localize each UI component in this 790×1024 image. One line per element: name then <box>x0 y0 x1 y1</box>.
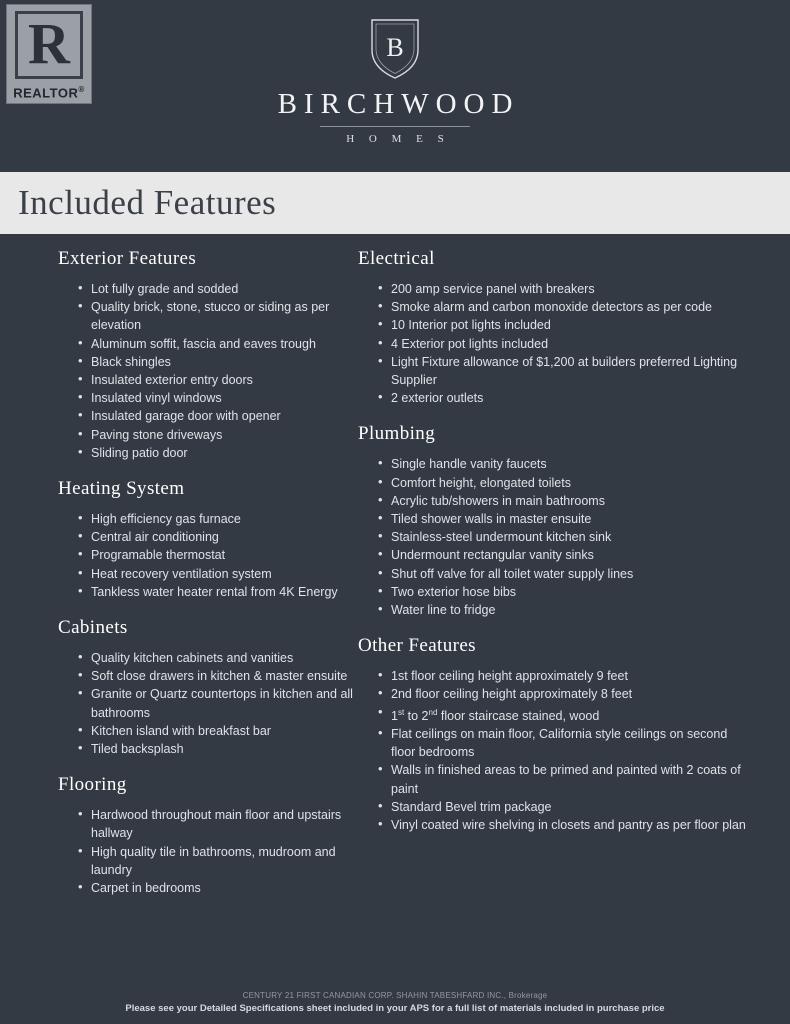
svg-text:B: B <box>386 33 404 62</box>
feature-item: • High quality tile in bathrooms, mudroom and laundry <box>78 843 358 879</box>
feature-list <box>58 280 358 462</box>
section-heading: Heating System <box>58 478 185 500</box>
feature-item: • Quality kitchen cabinets and vanities <box>78 649 358 667</box>
feature-list <box>358 455 752 619</box>
feature-item: • Aluminum soffit, fascia and eaves trough <box>78 335 358 353</box>
section-spacer <box>358 407 752 423</box>
section-heading: Exterior Features <box>58 248 197 269</box>
page-title-band <box>0 172 790 234</box>
realtor-logo-label-text: REALTOR <box>13 85 79 100</box>
brand-subtitle: H O M E S <box>346 133 450 145</box>
feature-item: • 10 Interior pot lights included <box>378 316 752 334</box>
feature-item: • Hardwood throughout main floor and upstairs hallway <box>78 806 358 842</box>
feature-item: • 4 Exterior pot lights included <box>378 335 752 353</box>
feature-item: • Kitchen island with breakfast bar <box>78 722 358 740</box>
feature-item: • Shut off valve for all toilet water supply lines <box>378 565 752 583</box>
section-heading: Other Features <box>358 635 476 657</box>
feature-item: • Standard Bevel trim package <box>378 798 752 816</box>
brand-name: BIRCHWOOD <box>277 88 520 120</box>
feature-item: • Insulated exterior entry doors <box>78 371 358 389</box>
feature-item: • Tankless water heater rental from 4K Energy <box>78 583 358 601</box>
feature-item: • High efficiency gas furnace <box>78 510 358 528</box>
brand-block <box>0 16 790 145</box>
feature-item: • Tiled backsplash <box>78 740 358 758</box>
brand-divider <box>320 126 470 127</box>
feature-item: • Programable thermostat <box>78 546 358 564</box>
feature-item: • Water line to fridge <box>378 601 752 619</box>
feature-item: • Insulated vinyl windows <box>78 389 358 407</box>
feature-item: • Comfort height, elongated toilets <box>378 474 752 492</box>
footer-note: Please see your Detailed Specifications sheet included in your APS for a full list of materials included in purchase price <box>125 1003 665 1014</box>
feature-list <box>58 806 358 897</box>
feature-item: • Single handle vanity faucets <box>378 455 752 473</box>
document-header <box>0 0 790 172</box>
feature-item: • Quality brick, stone, stucco or siding as per elevation <box>78 298 358 334</box>
feature-item: • Two exterior hose bibs <box>378 583 752 601</box>
features-content <box>0 234 790 897</box>
feature-item: • Vinyl coated wire shelving in closets and pantry as per floor plan <box>378 816 752 834</box>
feature-item: • 200 amp service panel with breakers <box>378 280 752 298</box>
feature-item: • Sliding patio door <box>78 444 358 462</box>
feature-item: • Undermount rectangular vanity sinks <box>378 546 752 564</box>
feature-item: • Paving stone driveways <box>78 426 358 444</box>
section-heading: Plumbing <box>358 423 436 445</box>
document-footer <box>0 991 790 1014</box>
left-column <box>18 248 358 897</box>
right-column <box>358 248 752 897</box>
section-heading: Electrical <box>358 248 435 269</box>
feature-item: • Flat ceilings on main floor, California style ceilings on second floor bedrooms <box>378 725 752 761</box>
section-heading: Cabinets <box>58 617 128 639</box>
feature-list <box>358 280 752 407</box>
section-heading: Flooring <box>58 774 127 796</box>
feature-list <box>358 667 752 834</box>
page-title: Included Features <box>18 183 277 222</box>
feature-list <box>58 510 358 601</box>
feature-item: • Heat recovery ventilation system <box>78 565 358 583</box>
feature-item: • Smoke alarm and carbon monoxide detectors as per code <box>378 298 752 316</box>
section-spacer <box>58 601 358 617</box>
feature-item: • Light Fixture allowance of $1,200 at builders preferred Lighting Supplier <box>378 353 752 389</box>
feature-item: • 2nd floor ceiling height approximately 8 feet <box>378 685 752 703</box>
feature-item: • Stainless-steel undermount kitchen sink <box>378 528 752 546</box>
feature-item: • Lot fully grade and sodded <box>78 280 358 298</box>
shield-crest-icon <box>366 16 424 82</box>
section-spacer <box>58 758 358 774</box>
feature-item: • Acrylic tub/showers in main bathrooms <box>378 492 752 510</box>
feature-item: • Central air conditioning <box>78 528 358 546</box>
feature-list <box>58 649 358 758</box>
feature-item: • Black shingles <box>78 353 358 371</box>
feature-item: • 1st floor ceiling height approximately 9 feet <box>378 667 752 685</box>
section-spacer <box>58 462 358 478</box>
feature-item: • Tiled shower walls in master ensuite <box>378 510 752 528</box>
section-spacer <box>358 619 752 635</box>
realtor-logo-letter: R <box>15 11 83 79</box>
feature-item: • Insulated garage door with opener <box>78 407 358 425</box>
feature-item: • 1st to 2nd floor staircase stained, wood <box>378 704 752 725</box>
feature-item: • Granite or Quartz countertops in kitchen and all bathrooms <box>78 685 358 721</box>
feature-item: • Walls in finished areas to be primed and painted with 2 coats of paint <box>378 761 752 797</box>
feature-item: • Carpet in bedrooms <box>78 879 358 897</box>
feature-item: • 2 exterior outlets <box>378 389 752 407</box>
realtor-logo-trademark: ® <box>78 84 85 94</box>
footer-brokerage: CENTURY 21 FIRST CANADIAN CORP. SHAHIN TABESHFARD INC., Brokerage <box>242 991 548 1000</box>
feature-item: • Soft close drawers in kitchen & master ensuite <box>78 667 358 685</box>
